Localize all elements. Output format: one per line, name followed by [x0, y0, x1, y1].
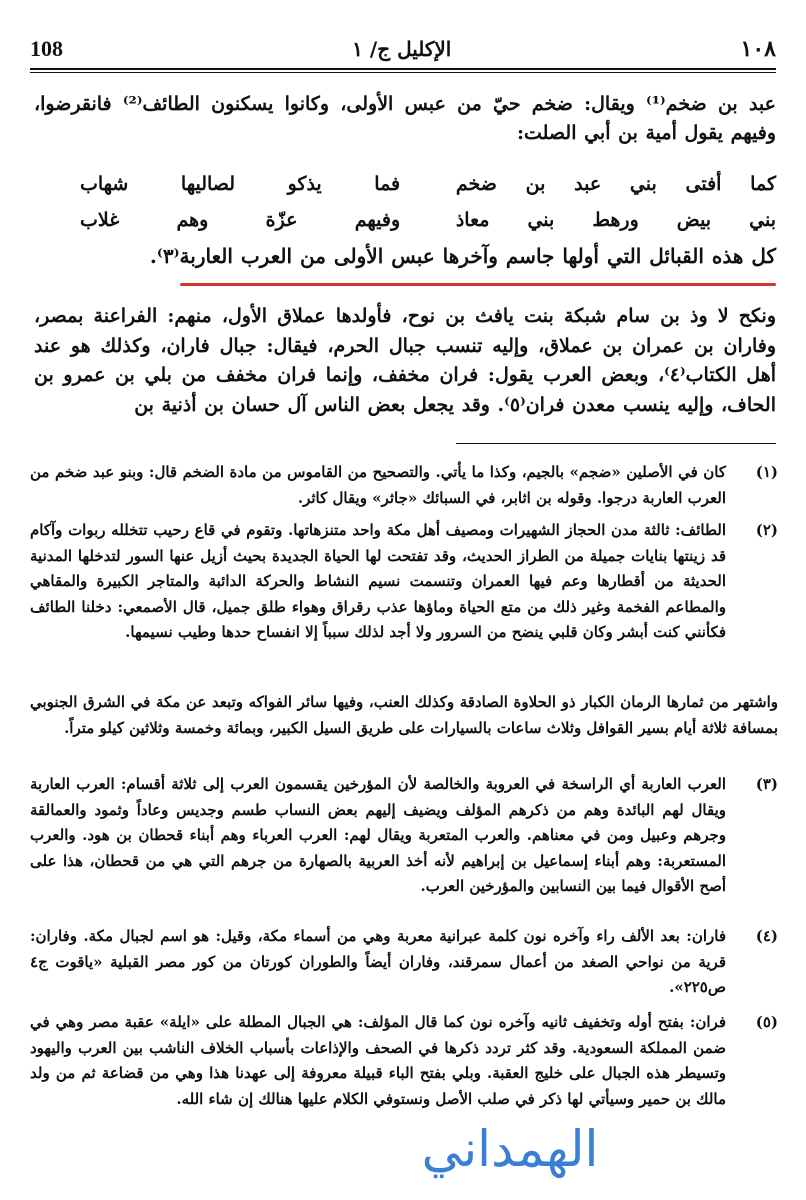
footnote-text: كان في الأصلين «ضجم» بالجيم، وكذا ما يأتي. والتصحيح من القاموس من مادة الضخم قال: وبنو عبد ضخم من العرب العاربة درجوا. وقوله بن اثابر، في السبائك «جاثر» ويقال كاثر.: [30, 463, 726, 507]
footnote-number: (٣): [755, 775, 778, 793]
footnote-text: فران: بفتح أوله وتخفيف ثانيه وآخره نون كما قال المؤلف: هي الجبال المطلة على «ايلة» عقبة مصر وهي في ضمن المملكة السعودية. وقد كثر تردد ذكرها في الصحف والإذاعات بأسباب الخلاف الناشب بين العرب واليهود وتسيطر هذه الجبال على خليج العقبة. وبلي بفتح الباء قبيلة معروفة إلى عهدنا هذا وهي من قضاعة ثم من ولد مالك بن حمير وسيأتي لها ذكر في صلب الأصل ونستوفي الكلام عليها هنالك إن شاء الله.: [30, 1013, 726, 1108]
footnote-2-continuation: واشتهر من ثمارها الرمان الكبار ذو الحلاوة الصادقة وكذلك العنب، وفيها سائر الفواكه وتبعد عن مكة في الشرق الجنوبي بمسافة ثلاثة أيام بسير القوافل وثلاث ساعات بالسيارات على طريق السيل الكبير، وبمائة وخمسة وثلاثين كيلو متراً.: [30, 693, 778, 737]
footnote-number: (٢): [755, 521, 778, 539]
footnote-4: [30, 924, 778, 1001]
footnote-2: [30, 518, 778, 646]
poem-line: [80, 202, 776, 238]
footnote-number: (٥): [755, 1013, 778, 1031]
footnote-text: فاران: بعد الألف راء وآخره نون كلمة عبرانية معربة وهي من أسماء مكة، وقيل: هو اسم لجبال مكة. وفاران: قرية من نواحي الصغد من أعمال سمرقند، وفاران أيضاً والطوران كورتان من كور مصر القبلية «ياقوت ج٤ ص٢٢٥».: [30, 927, 726, 996]
footnote-5: [30, 1010, 778, 1112]
poem-hemistich-second: فما يذكو لصاليها شهاب: [80, 173, 401, 195]
poem-line: [80, 166, 776, 202]
page-number-latin: 108: [30, 36, 63, 61]
poem-hemistich-first: كما أفتى بني عبد بن ضخم: [455, 173, 776, 195]
paragraph-2-highlighted: كل هذه القبائل التي أولها جاسم وآخرها عبس الأولى من العرب العاربة⁽٣⁾.: [149, 244, 776, 268]
page-header: [30, 34, 776, 64]
poem-hemistich-second: وفيهم عزّة وهم غلاب: [80, 209, 401, 231]
footnote-1: [30, 460, 778, 511]
footnote-text: العرب العاربة أي الراسخة في العروبة والخالصة لأن المؤرخين يقسمون العرب إلى ثلاثة أقسام: العرب العاربة ويقال لهم البائدة وهم من ذكرهم المؤلف ويضيف إليهم بعض النساب طسم وجديس وعاداً وثمود والعمالقة وجرهم وعبيل ومن في معناهم. والعرب المتعربة ويقال لهم: العرب العرباء وهم أبناء قحطان بن هود. والعرب المستعربة: وهم أبناء إسماعيل بن إبراهيم لأنه أخذ العربية بالصهارة من جرهم التي هي من قحطان، هذا على أصح الأقوال فيما بين النسابين والمؤرخين العرب.: [30, 775, 726, 895]
poem: [80, 166, 776, 238]
footnote-text: الطائف: ثالثة مدن الحجاز الشهيرات ومصيف أهل مكة واحد متنزهاتها. وتقوم في قاع رحيب تتخلله ربوات وآكام قد زينتها بنايات جميلة من الطراز الحديث، وقد تفتحت لها الحياة الجديدة بحيث أزيل عنها السور لتدخلها المدنية الحديثة من أقطارها وعم فيها العمران وتنسمت نسيم النشاط والحركة الدائبة والمتاجر الكبيرة والمقاهي والمطاعم الفخمة وغير ذلك من متع الحياة وماؤها عذب رقراق وهواء طلق جميل، قال الأصمعي: دخلنا الطائف فكأنني كنت أبشر وكان قلبي ينضح من السرور ولا أجد لذلك سبباً إلا انفساح حدها وطيب نسيمها.: [30, 521, 726, 641]
header-rule: [30, 68, 776, 70]
footnote-number: (٤): [755, 927, 778, 945]
page-number-arabic: ١٠٨: [740, 36, 776, 62]
handwritten-signature: الهمداني: [421, 1120, 599, 1178]
footnote-separator: [456, 443, 776, 444]
paragraph-3: ونكح لا وذ بن سام شبكة بنت يافث بن نوح، فأولدها عملاق الأول، منهم: الفراعنة بمصر، وفاران بن عمران بن عملاق، وإليه تنسب جبال الحرم، فيقال: جبال فاران، وكذلك هو عند أهل الكتاب⁽٤⁾، وبعض العرب يقول: فران مخفف، وإنما فران مخفف من بلي بن عمرو بن الحاف، وإليه ينسب معدن فران⁽٥⁾. وقد يجعل بعض الناس آل حسان بن أذنية بن: [34, 305, 776, 416]
poem-hemistich-first: بني بيض ورهط بني معاذ: [455, 209, 776, 231]
footnote-3: [30, 772, 778, 900]
red-underline: [180, 283, 776, 286]
paragraph-1: عبد بن ضخم⁽¹⁾ ويقال: ضخم حيّ من عبس الأولى، وكانوا يسكنون الطائف⁽²⁾ فانقرضوا، وفيهم يقول أمية بن أبي الصلت:: [34, 93, 776, 144]
header-rule-thin: [30, 72, 776, 73]
footnote-number: (١): [755, 463, 778, 481]
book-title: الإكليل ج/ ١: [352, 37, 452, 61]
